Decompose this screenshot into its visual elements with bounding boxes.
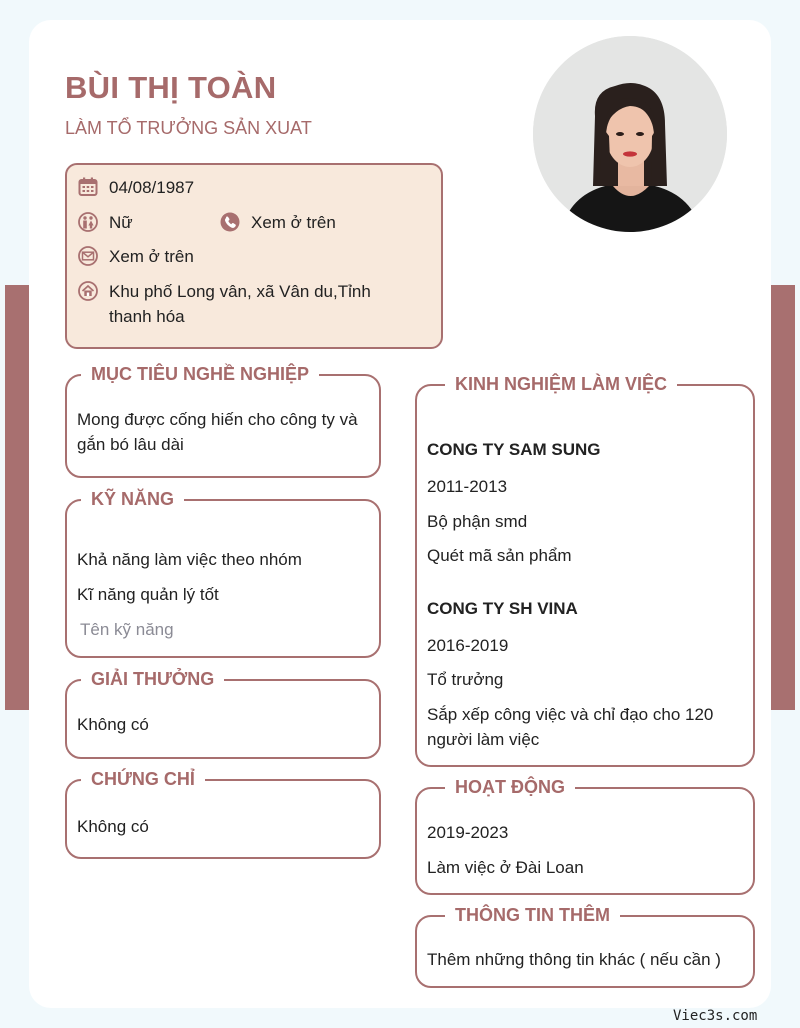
calendar-icon	[78, 177, 98, 197]
job-position[interactable]: Bộ phận smd	[427, 512, 528, 531]
gender-value[interactable]: Nữ	[109, 213, 133, 232]
birthday-value[interactable]: 04/08/1987	[109, 178, 195, 197]
awards-section	[65, 669, 381, 759]
certificates-value[interactable]: Không có	[77, 817, 149, 836]
birthday-row	[78, 175, 194, 200]
phone-icon	[220, 212, 240, 232]
phone-value[interactable]: Xem ở trên	[251, 213, 336, 232]
address-line-1: Khu phố Long vân, xã Vân du,Tỉnh	[109, 282, 371, 301]
address-row	[78, 279, 371, 329]
job-description-line-1[interactable]: Sắp xếp công việc và chỉ đạo cho 120	[427, 705, 714, 724]
gender-icon	[78, 212, 98, 232]
address-value[interactable]	[109, 279, 371, 329]
address-line-2: thanh hóa	[109, 307, 185, 326]
awards-value[interactable]: Không có	[77, 715, 149, 734]
activities-section	[415, 777, 755, 895]
contact-info-box	[65, 163, 443, 349]
email-row	[78, 244, 194, 269]
additional-info-text[interactable]: Thêm những thông tin khác ( nếu cần )	[427, 950, 721, 969]
job-position[interactable]: Tổ trưởng	[427, 670, 504, 689]
email-icon	[78, 246, 98, 266]
experience-title: KINH NGHIỆM LÀM VIỆC	[445, 372, 677, 396]
objective-line-2[interactable]: gắn bó lâu dài	[77, 435, 184, 454]
gender-row	[78, 210, 133, 235]
objective-line-1[interactable]: Mong được cống hiến cho công ty và	[77, 410, 358, 429]
candidate-name[interactable]: BÙI THỊ TOÀN	[65, 70, 277, 105]
skills-title: KỸ NĂNG	[81, 487, 184, 511]
home-icon	[78, 281, 98, 301]
job-period[interactable]: 2011-2013	[427, 477, 508, 496]
watermark: Viec3s.com	[673, 1008, 758, 1024]
company-name[interactable]: CONG TY SH VINA	[427, 599, 578, 618]
right-decor-band	[771, 285, 795, 710]
left-decor-band	[5, 285, 29, 710]
job-description-line-2[interactable]: người làm việc	[427, 730, 540, 749]
activity-period[interactable]: 2019-2023	[427, 823, 509, 842]
phone-row	[220, 210, 336, 235]
experience-section	[415, 374, 755, 767]
job-title[interactable]: LÀM TỔ TRƯỞNG SẢN XUAT	[65, 118, 312, 138]
avatar-photo	[533, 36, 727, 232]
job-period[interactable]: 2016-2019	[427, 636, 509, 655]
skills-section	[65, 489, 381, 658]
avatar[interactable]	[533, 36, 727, 232]
skill-item[interactable]: Kĩ năng quản lý tốt	[77, 585, 219, 604]
company-name[interactable]: CONG TY SAM SUNG	[427, 440, 601, 459]
certificates-section	[65, 769, 381, 859]
objective-title: MỤC TIÊU NGHỀ NGHIỆP	[81, 362, 319, 386]
email-value[interactable]: Xem ở trên	[109, 247, 194, 266]
job-description[interactable]: Quét mã sản phẩm	[427, 546, 572, 565]
skill-placeholder[interactable]: Tên kỹ năng	[80, 620, 174, 639]
certificates-title: CHỨNG CHỈ	[81, 767, 205, 791]
activity-text[interactable]: Làm việc ở Đài Loan	[427, 858, 584, 877]
additional-info-title: THÔNG TIN THÊM	[445, 903, 620, 927]
activities-title: HOẠT ĐỘNG	[445, 775, 575, 799]
awards-title: GIẢI THƯỞNG	[81, 667, 224, 691]
objective-section	[65, 364, 381, 478]
additional-info-section	[415, 905, 755, 988]
skill-item[interactable]: Khả năng làm việc theo nhóm	[77, 550, 302, 569]
